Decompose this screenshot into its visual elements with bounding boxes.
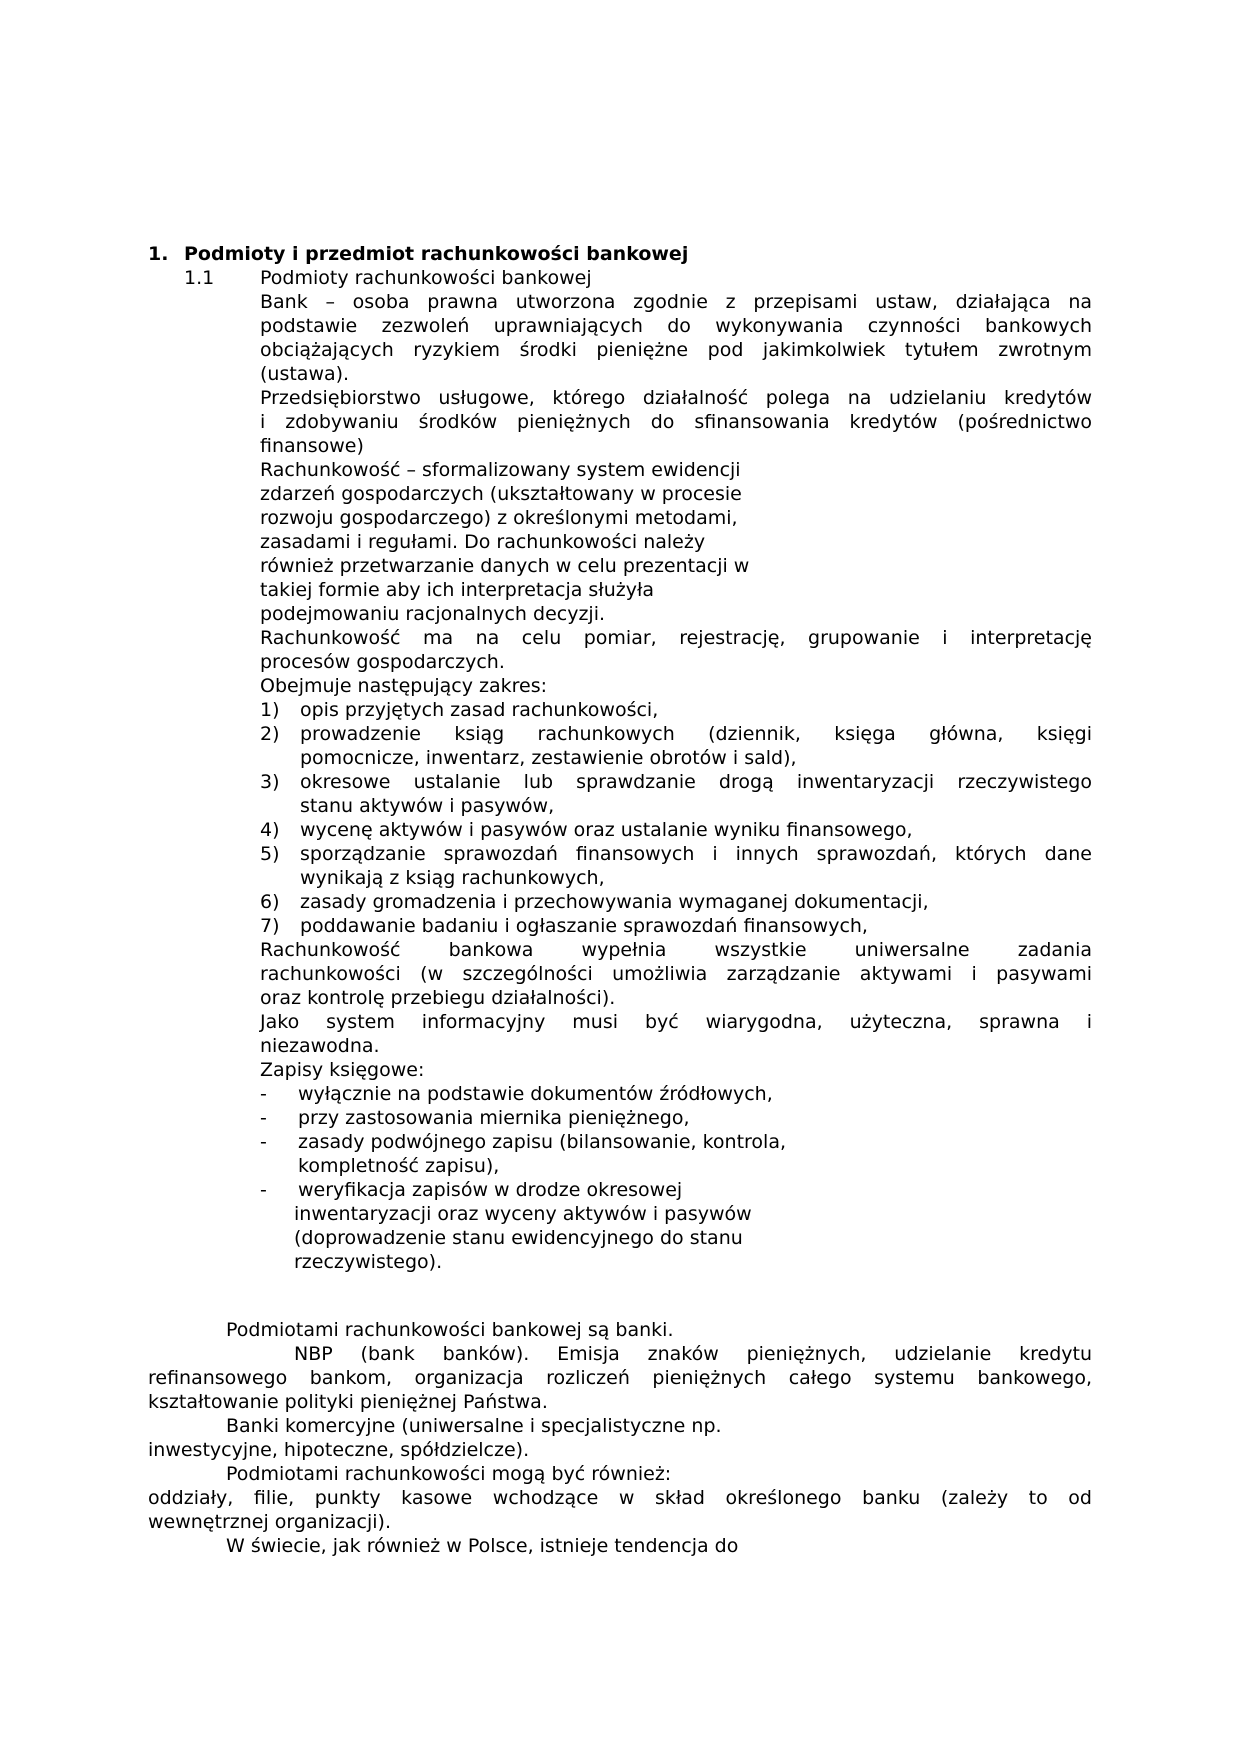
enterprise-line: finansowe) bbox=[260, 435, 364, 457]
scope-item-text: wycenę aktywów i pasywów oraz ustalanie wyniku finansowego, bbox=[300, 819, 913, 841]
scope-item-text: pomocnicze, inwentarz, zestawienie obrotów i sald), bbox=[300, 747, 797, 769]
info-system-line: Jako system informacyjny musi być wiarygodna, użyteczna, sprawna i bbox=[260, 1011, 1092, 1033]
bank-def-line: podstawie zezwoleń uprawniających do wykonywania czynności bankowych bbox=[260, 315, 1092, 337]
subjects-line: Podmiotami rachunkowości bankowej są banki. bbox=[226, 1319, 674, 1341]
scope-item-text: opis przyjętych zasad rachunkowości, bbox=[300, 699, 659, 721]
heading-title: Podmioty i przedmiot rachunkowości bankowej bbox=[184, 243, 689, 265]
accounting-def-line: zasadami i regułami. Do rachunkowości należy bbox=[260, 531, 706, 553]
bank-accounting-line: Rachunkowość bankowa wypełnia wszystkie uniwersalne zadania bbox=[260, 939, 1092, 961]
entry-dash: - bbox=[260, 1107, 267, 1129]
accounting-def-line: zdarzeń gospodarczych (ukształtowany w procesie bbox=[260, 483, 742, 505]
scope-item-text: poddawanie badaniu i ogłaszanie sprawozdań finansowych, bbox=[300, 915, 868, 937]
scope-intro: Obejmuje następujący zakres: bbox=[260, 675, 548, 697]
nbp-line: refinansowego bankom, organizacja rozliczeń pieniężnych całego systemu bankowego, bbox=[148, 1367, 1092, 1389]
scope-item-text: sporządzanie sprawozdań finansowych i innych sprawozdań, których dane bbox=[300, 843, 1092, 865]
entry-dash: - bbox=[260, 1179, 267, 1201]
accounting-def-line: rozwoju gospodarczego) z określonymi metodami, bbox=[260, 507, 738, 529]
also-line: wewnętrznej organizacji). bbox=[148, 1511, 391, 1533]
scope-item-number: 2) bbox=[260, 723, 280, 745]
accounting-def-line: również przetwarzanie danych w celu prezentacji w bbox=[260, 555, 750, 577]
scope-item-number: 4) bbox=[260, 819, 280, 841]
aim-line: procesów gospodarczych. bbox=[260, 651, 505, 673]
bank-accounting-line: oraz kontrolę przebiegu działalności). bbox=[260, 987, 616, 1009]
entries-intro: Zapisy księgowe: bbox=[260, 1059, 425, 1081]
accounting-def-line: podejmowaniu racjonalnych decyzji. bbox=[260, 603, 606, 625]
also-line: oddziały, filie, punkty kasowe wchodzące w skład określonego banku (zależy to od bbox=[148, 1487, 1092, 1509]
heading-number: 1. bbox=[148, 243, 169, 265]
trend-line: W świecie, jak również w Polsce, istnieje tendencja do bbox=[226, 1535, 739, 1557]
scope-item-number: 5) bbox=[260, 843, 280, 865]
bank-def-line: (ustawa). bbox=[260, 363, 350, 385]
scope-item-number: 6) bbox=[260, 891, 280, 913]
entry-text: weryfikacja zapisów w drodze okresowej bbox=[298, 1179, 683, 1201]
nbp-line: NBP (bank banków). Emisja znaków pieniężnych, udzielanie kredytu bbox=[294, 1343, 1092, 1365]
entry-dash: - bbox=[260, 1083, 267, 1105]
enterprise-line: i zdobywaniu środków pieniężnych do sfinansowania kredytów (pośrednictwo bbox=[260, 411, 1092, 433]
subheading-title: Podmioty rachunkowości bankowej bbox=[260, 267, 592, 289]
also-line: Podmiotami rachunkowości mogą być również: bbox=[226, 1463, 672, 1485]
nbp-line: kształtowanie polityki pieniężnej Państwa. bbox=[148, 1391, 548, 1413]
bank-def-line: Bank – osoba prawna utworzona zgodnie z przepisami ustaw, działająca na bbox=[260, 291, 1092, 313]
accounting-def-line: Rachunkowość – sformalizowany system ewidencji bbox=[260, 459, 741, 481]
entry-dash: - bbox=[260, 1131, 267, 1153]
scope-item-text: wynikają z ksiąg rachunkowych, bbox=[300, 867, 605, 889]
aim-line: Rachunkowość ma na celu pomiar, rejestrację, grupowanie i interpretację bbox=[260, 627, 1092, 649]
scope-item-number: 7) bbox=[260, 915, 280, 937]
info-system-line: niezawodna. bbox=[260, 1035, 380, 1057]
scope-item-text: prowadzenie ksiąg rachunkowych (dziennik, księga główna, księgi bbox=[300, 723, 1092, 745]
subheading-number: 1.1 bbox=[184, 267, 215, 289]
scope-item-text: zasady gromadzenia i przechowywania wymaganej dokumentacji, bbox=[300, 891, 929, 913]
entry-text: inwentaryzacji oraz wyceny aktywów i pasywów bbox=[294, 1203, 752, 1225]
enterprise-line: Przedsiębiorstwo usługowe, którego działalność polega na udzielaniu kredytów bbox=[260, 387, 1092, 409]
entry-text: przy zastosowania miernika pieniężnego, bbox=[298, 1107, 690, 1129]
entry-text: (doprowadzenie stanu ewidencyjnego do stanu bbox=[294, 1227, 743, 1249]
commercial-line: Banki komercyjne (uniwersalne i specjalistyczne np. bbox=[226, 1415, 722, 1437]
entry-text: rzeczywistego). bbox=[294, 1251, 443, 1273]
scope-item-number: 3) bbox=[260, 771, 280, 793]
bank-accounting-line: rachunkowości (w szczególności umożliwia zarządzanie aktywami i pasywami bbox=[260, 963, 1092, 985]
bank-def-line: obciążających ryzykiem środki pieniężne pod jakimkolwiek tytułem zwrotnym bbox=[260, 339, 1092, 361]
scope-item-text: okresowe ustalanie lub sprawdzanie drogą inwentaryzacji rzeczywistego bbox=[300, 771, 1092, 793]
scope-item-number: 1) bbox=[260, 699, 280, 721]
commercial-line: inwestycyjne, hipoteczne, spółdzielcze). bbox=[148, 1439, 530, 1461]
entry-text: kompletność zapisu), bbox=[298, 1155, 500, 1177]
entry-text: wyłącznie na podstawie dokumentów źródłowych, bbox=[298, 1083, 773, 1105]
entry-text: zasady podwójnego zapisu (bilansowanie, kontrola, bbox=[298, 1131, 787, 1153]
accounting-def-line: takiej formie aby ich interpretacja służyła bbox=[260, 579, 654, 601]
scope-item-text: stanu aktywów i pasywów, bbox=[300, 795, 555, 817]
